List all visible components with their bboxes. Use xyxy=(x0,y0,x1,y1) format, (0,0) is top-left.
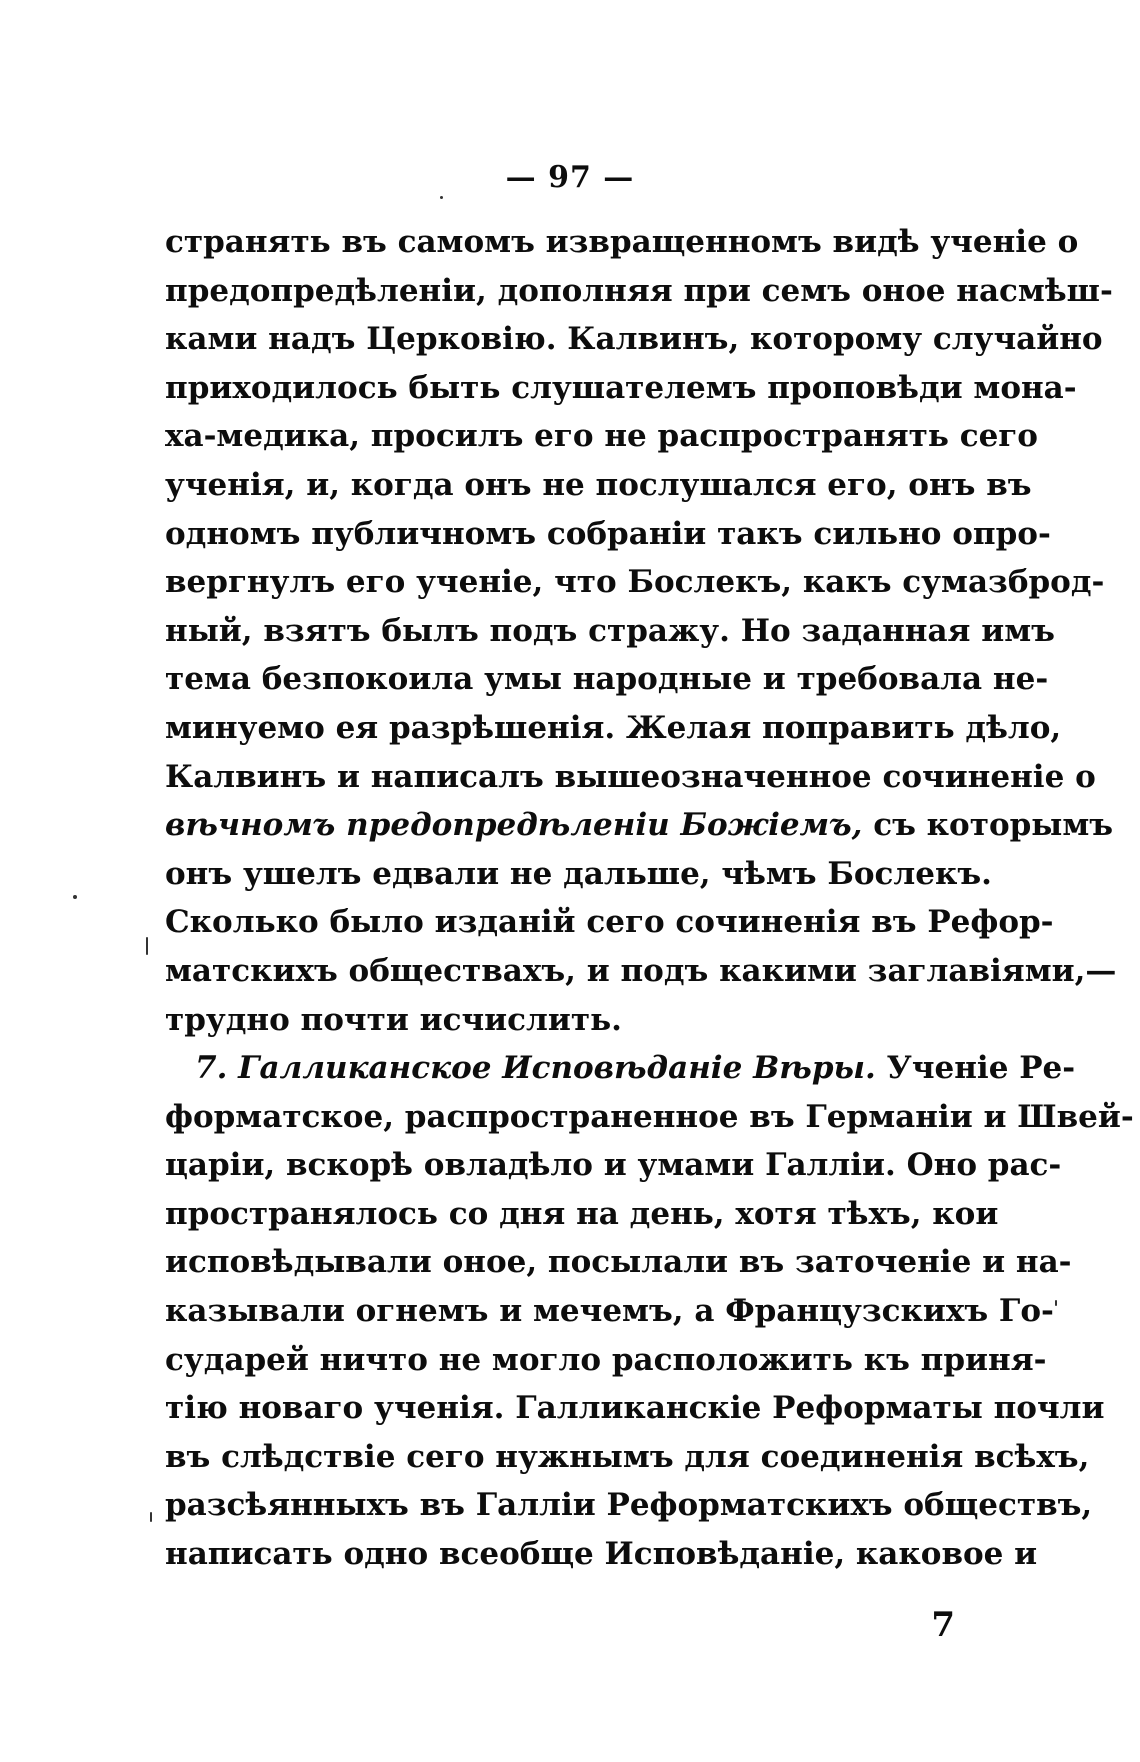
text-line: тема безпокоила умы народные и требовала не- xyxy=(165,661,1049,698)
book-title-italic: вѣчномъ предопредѣленіи Божіемъ, xyxy=(165,807,863,844)
text-line: разсѣянныхъ въ Галліи Реформатскихъ обществъ, xyxy=(165,1487,1093,1524)
text-line: приходилось быть слушателемъ проповѣди мона- xyxy=(165,369,1077,406)
text-line: онъ ушелъ едвали не дальше, чѣмъ Бослекъ. xyxy=(165,855,992,892)
scan-speck xyxy=(73,895,77,899)
text-line: пространялось со дня на день, хотя тѣхъ, кои xyxy=(165,1195,999,1232)
body-text xyxy=(165,218,1134,1579)
scan-speck xyxy=(440,196,443,199)
text-line: предопредѣленіи, дополняя при семъ оное насмѣш- xyxy=(165,272,1113,309)
text-line: казывали огнемъ и мечемъ, а Французскихъ Го- xyxy=(165,1293,1054,1330)
text-line: вергнулъ его ученіе, что Бослекъ, какъ сумазброд- xyxy=(165,564,1105,601)
section-heading-line: 7. Галликанское Исповѣданіе Вѣры. Ученіе Ре- xyxy=(195,1050,1076,1087)
scan-speck xyxy=(1055,1300,1057,1306)
page-number: — 97 — xyxy=(505,160,635,195)
signature-mark: 7 xyxy=(931,1605,955,1645)
text-line: матскихъ обществахъ, и подъ какими заглавіями,— xyxy=(165,952,1117,989)
text-line: Калвинъ и написалъ вышеозначенное сочиненіе о xyxy=(165,758,1096,795)
text-line: ный, взятъ былъ подъ стражу. Но заданная имъ xyxy=(165,612,1055,649)
scan-speck xyxy=(146,937,148,955)
section-heading: 7. Галликанское Исповѣданіе Вѣры. xyxy=(195,1050,876,1087)
text-line: исповѣдывали оное, посылали въ заточеніе и на- xyxy=(165,1244,1072,1281)
text-line: странять въ самомъ извращенномъ видѣ ученіе о xyxy=(165,224,1079,260)
text-line: форматское, распространенное въ Германіи и Швей- xyxy=(165,1098,1134,1135)
text-line: вѣчномъ предопредѣленіи Божіемъ, съ которымъ xyxy=(165,807,1114,844)
text-line: сударей ничто не могло расположить къ приня- xyxy=(165,1341,1047,1378)
text-line: минуемо ея разрѣшенія. Желая поправить дѣло, xyxy=(165,709,1062,746)
text-line: ками надъ Церковію. Калвинъ, которому случайно xyxy=(165,321,1103,358)
text-line: Сколько было изданій сего сочиненія въ Рефор- xyxy=(165,904,1054,941)
text-line: трудно почти исчислить. xyxy=(165,1001,622,1038)
text-line: написать одно всеобще Исповѣданіе, каковое и xyxy=(165,1536,1038,1573)
text-line: ученія, и, когда онъ не послушался его, онъ въ xyxy=(165,466,1032,503)
scan-speck xyxy=(150,1512,152,1522)
text-line: ха-медика, просилъ его не распространять сего xyxy=(165,418,1038,455)
text-line: въ слѣдствіе сего нужнымъ для соединенія всѣхъ, xyxy=(165,1438,1090,1475)
text-line: одномъ публичномъ собраніи такъ сильно опро- xyxy=(165,515,1051,552)
text-line: царіи, вскорѣ овладѣло и умами Галліи. Оно рас- xyxy=(165,1147,1062,1184)
text-line: тію новаго ученія. Галликанскіе Реформаты почли xyxy=(165,1390,1105,1427)
